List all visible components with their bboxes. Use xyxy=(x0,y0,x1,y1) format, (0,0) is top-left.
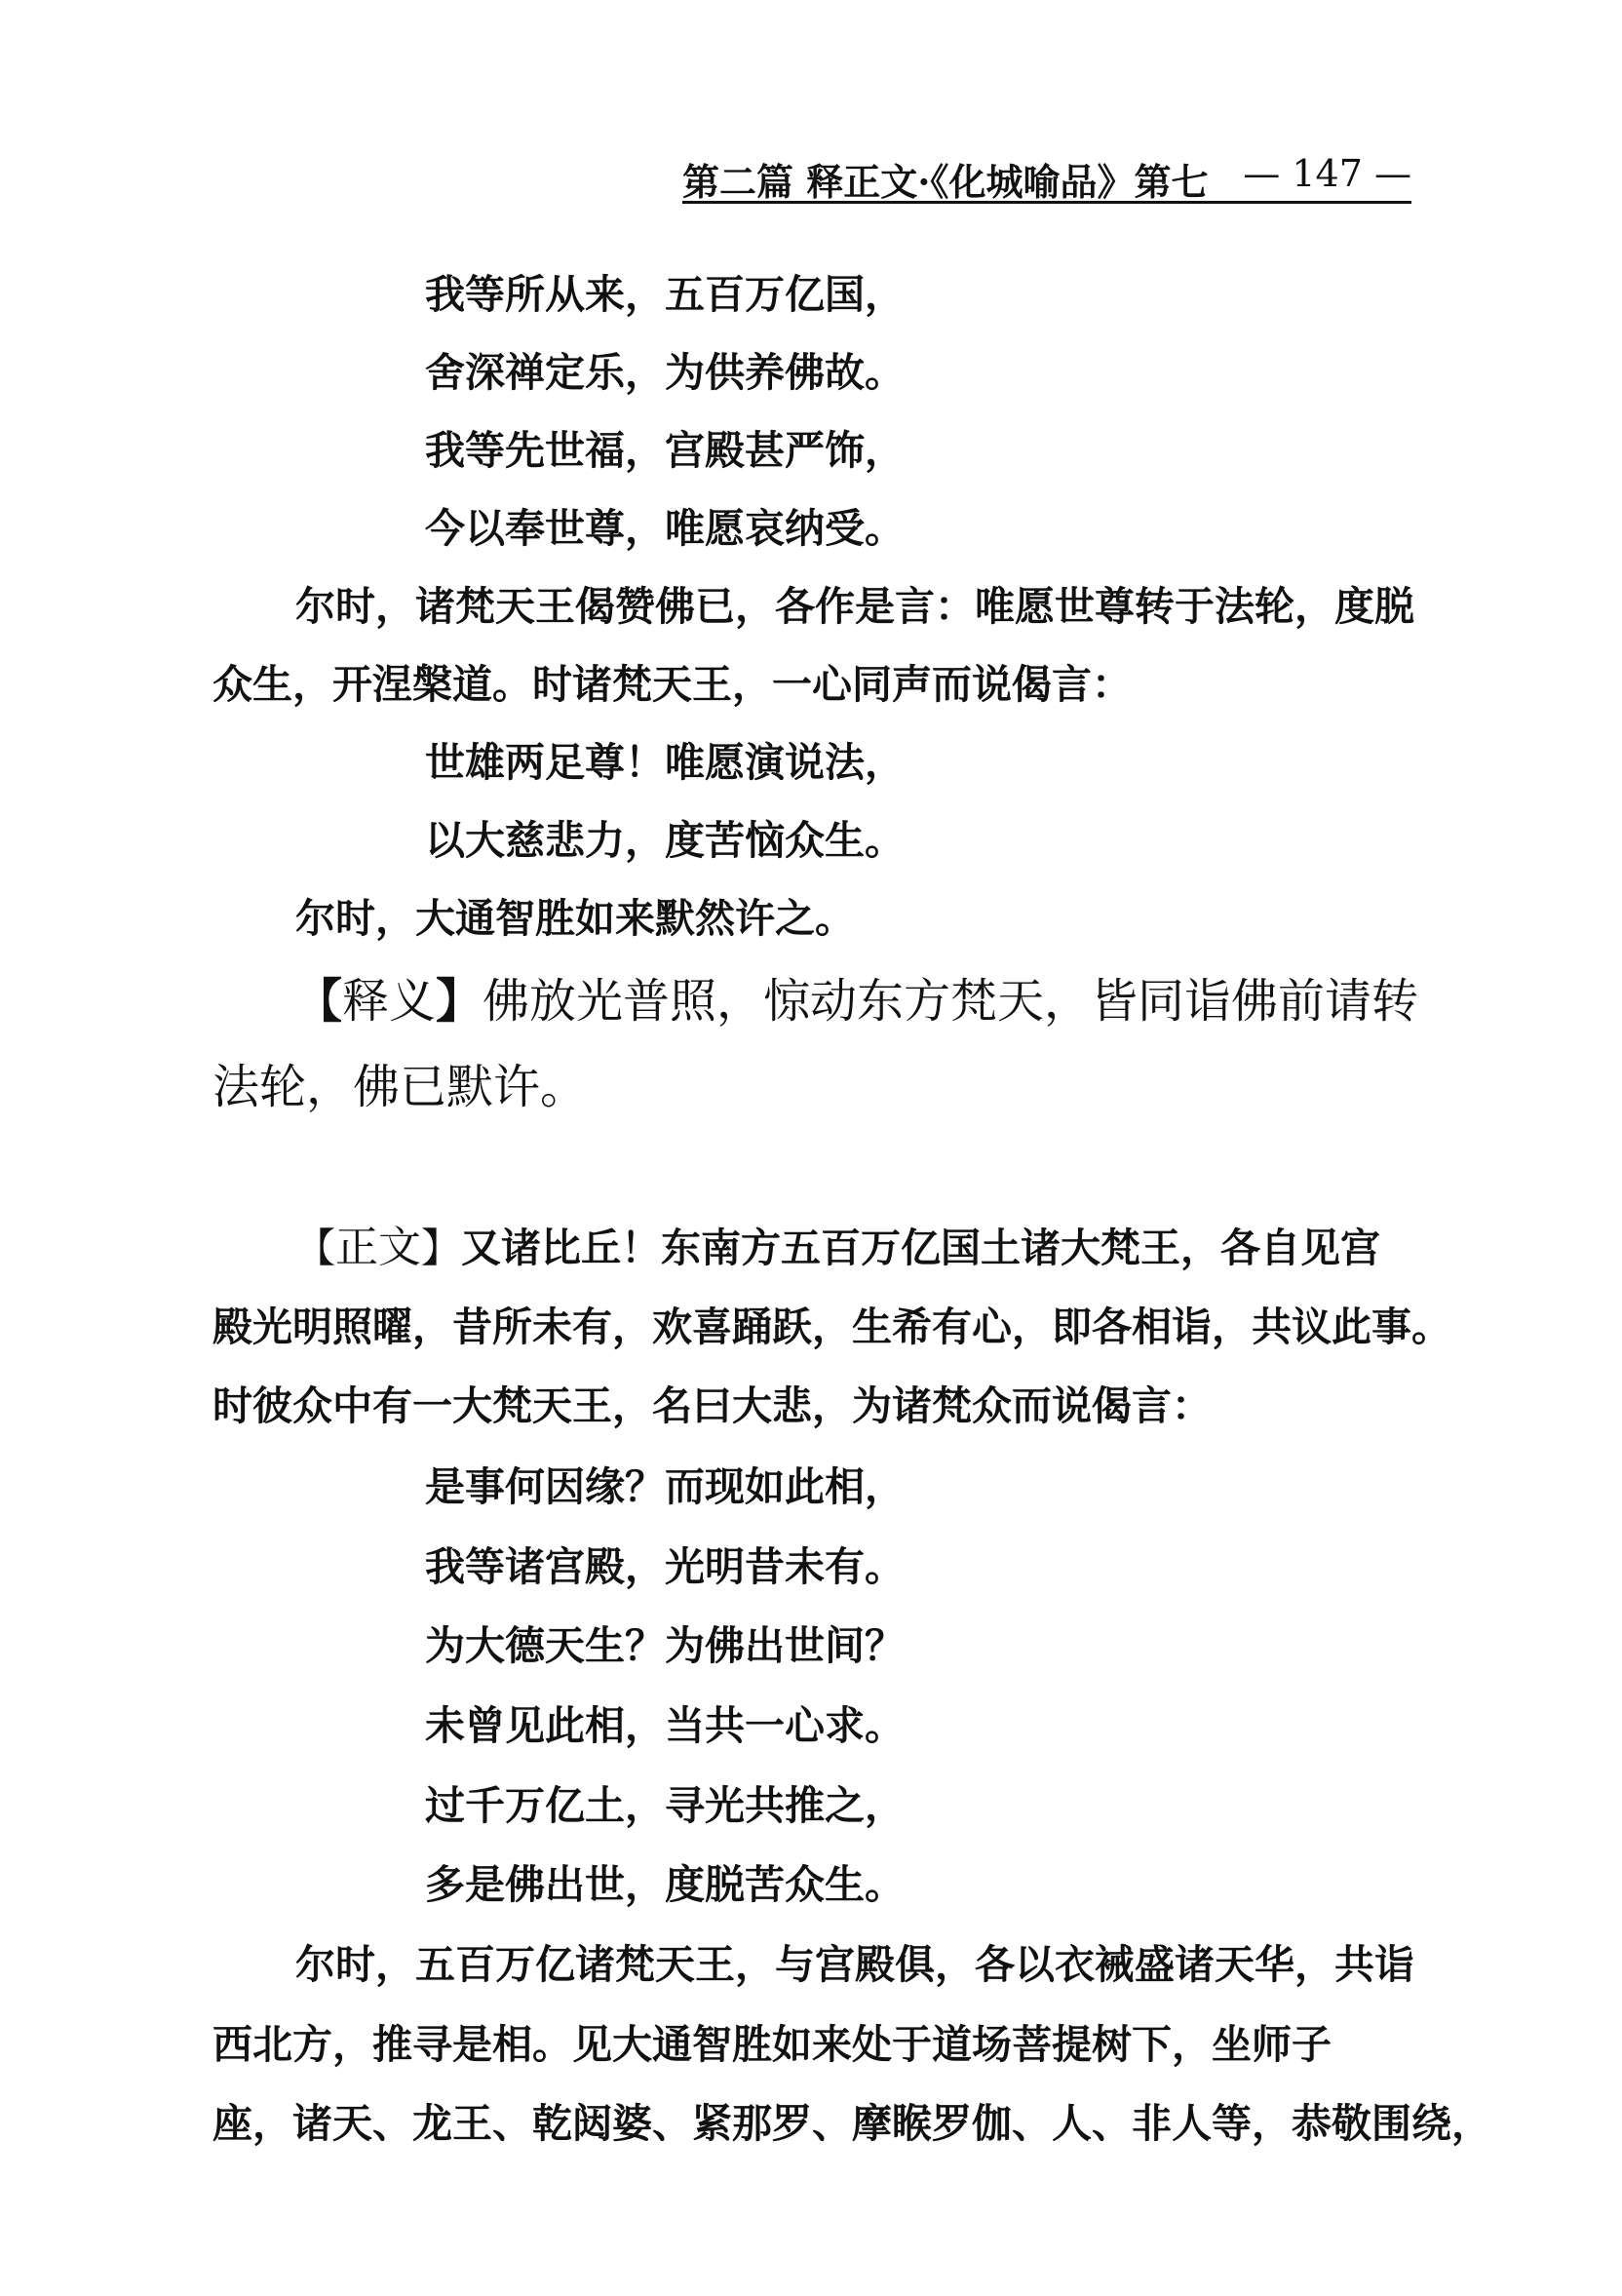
paragraph-line: 尔时，五百万亿诸梵天王，与宫殿俱，各以衣裓盛诸天华，共诣 xyxy=(295,1941,1414,1988)
main-text-line: 时彼众中有一大梵天王，名曰大悲，为诸梵众而说偈言： xyxy=(212,1382,1212,1429)
explanation-line: 法轮，佛已默许。 xyxy=(212,1060,588,1114)
verse-line: 为大德天生？为佛出世间？ xyxy=(425,1622,905,1669)
verse-line: 未曾见此相，当共一心求。 xyxy=(425,1702,905,1749)
paragraph-line: 尔时，大通智胜如来默然许之。 xyxy=(295,895,855,942)
paragraph-line: 西北方，推寻是相。见大通智胜如来处于道场菩提树下，坐师子 xyxy=(212,2021,1332,2068)
verse-line: 以大慈悲力，度苦恼众生。 xyxy=(425,817,905,864)
main-text-content: 又诸比丘！东南方五百万亿国土诸大梵王，各自见宫 xyxy=(461,1225,1380,1271)
main-text-line xyxy=(295,1223,1380,1272)
main-text-line: 殿光明照曜，昔所未有，欢喜踊跃，生希有心，即各相诣，共议此事。 xyxy=(212,1304,1451,1350)
explanation-text: 佛放光普照，惊动东方梵天，皆同诣佛前请转 xyxy=(483,974,1419,1029)
verse-line: 我等先世福，宫殿甚严饰， xyxy=(425,427,905,474)
verse-line: 世雄两足尊！唯愿演说法， xyxy=(425,739,905,786)
explanation-line xyxy=(295,974,1419,1029)
verse-line: 过千万亿土，寻光共推之， xyxy=(425,1782,905,1829)
explanation-label: 释义 xyxy=(342,974,437,1029)
header-title: 第二篇 释正文·《化城喻品》第七 xyxy=(682,160,1209,204)
verse-line: 今以奉世尊，唯愿哀纳受。 xyxy=(425,505,905,552)
paragraph-line: 尔时，诸梵天王偈赞佛已，各作是言：唯愿世尊转于法轮，度脱 xyxy=(295,583,1414,630)
open-bracket: 【 xyxy=(295,974,343,1029)
close-bracket: 】 xyxy=(421,1225,461,1271)
verse-line: 我等所从来，五百万亿国， xyxy=(425,271,905,318)
paragraph-line: 众生，开涅槃道。时诸梵天王，一心同声而说偈言： xyxy=(212,661,1132,708)
main-text-label: 正文 xyxy=(335,1223,421,1272)
page-number: — 147 — xyxy=(1243,152,1411,195)
verse-line: 我等诸宫殿，光明昔未有。 xyxy=(425,1543,905,1590)
running-header xyxy=(682,148,1411,204)
verse-line: 是事何因缘？而现如此相， xyxy=(425,1463,905,1510)
close-bracket: 】 xyxy=(436,974,483,1029)
verse-line: 舍深禅定乐，为供养佛故。 xyxy=(425,349,905,396)
open-bracket: 【 xyxy=(295,1225,335,1271)
paragraph-line: 座，诸天、龙王、乾闼婆、紧那罗、摩睺罗伽、人、非人等，恭敬围绕， xyxy=(212,2100,1491,2147)
verse-line: 多是佛出世，度脱苦众生。 xyxy=(425,1861,905,1908)
